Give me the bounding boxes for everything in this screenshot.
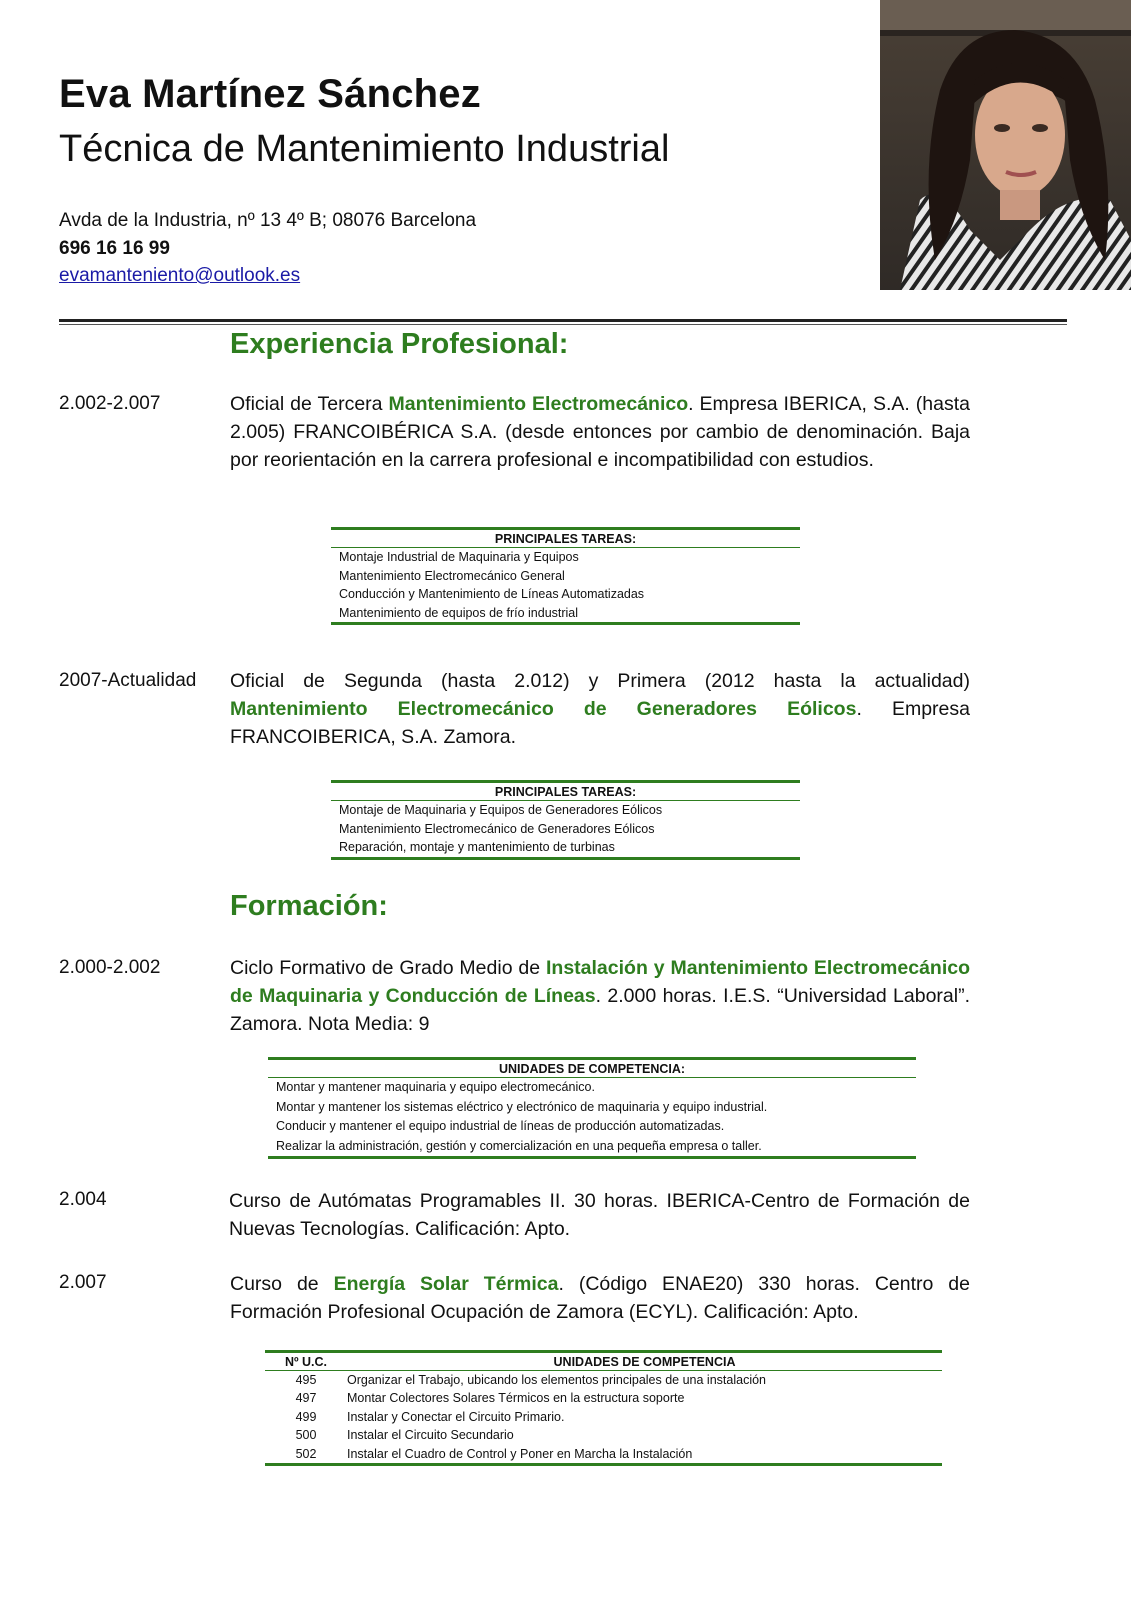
competency-item: Montar y mantener los sistemas eléctrico y electrónico de maquinaria y equipo industrial. [276,1099,768,1114]
table-row [265,1389,942,1407]
education-description-1: Ciclo Formativo de Grado Medio de Instalación y Mantenimiento Electromecánico de Maquinaria y Conducción de Líneas. 2.000 horas. I.E.S. “Universidad Laboral”. Zamora. Nota Media: 9 [230,957,970,1035]
education-description-3: Curso de Energía Solar Térmica. (Código ENAE20) 330 horas. Centro de Formación Profesional Ocupación de Zamora (ECYL). Calificación: Apto. [230,1273,970,1323]
unit-text: Instalar el Circuito Secundario [347,1428,514,1443]
tasks-table-header: PRINCIPALES TAREAS: [331,783,800,801]
col-header-units: UNIDADES DE COMPETENCIA [553,1355,736,1369]
task-item: Mantenimiento de equipos de frío industrial [339,605,579,620]
tasks-table-2 [331,780,800,860]
experience-description-2: Oficial de Segunda (hasta 2.012) y Primera (2012 hasta la actualidad) Mantenimiento Electromecánico de Generadores Eólicos. Empresa FRANCOIBERICA, S.A. Zamora. [230,670,970,748]
experience-date-2: 2007-Actualidad [59,670,197,691]
job-title: Técnica de Mantenimiento Industrial [59,128,670,170]
experience-heading: Experiencia Profesional: [230,328,569,360]
unit-code: 502 [295,1446,317,1461]
unit-text: Instalar y Conectar el Circuito Primario. [347,1409,565,1424]
experience-date-1: 2.002-2.007 [59,393,161,414]
competency-table-1 [268,1057,916,1159]
competency-item: Montar y mantener maquinaria y equipo electromecánico. [276,1080,595,1094]
competency-table-header-row [265,1353,942,1371]
unit-text: Montar Colectores Solares Térmicos en la estructura soporte [347,1391,685,1406]
unit-code: 500 [295,1428,317,1443]
candidate-name: Eva Martínez Sánchez [59,72,481,116]
education-date-2: 2.004 [59,1189,107,1210]
unit-code: 495 [295,1373,317,1387]
table-row [265,1426,942,1444]
experience-description-1: Oficial de Tercera Mantenimiento Electromecánico. Empresa IBERICA, S.A. (hasta 2.005) FRANCOIBÉRICA S.A. (desde entonces por cambio de denominación. Baja por reorientación en la carrera profesional e incompatibilidad con estudios. [230,393,970,471]
education-date-3: 2.007 [59,1272,107,1293]
phone-number: 696 16 16 99 [59,238,170,259]
unit-code: 499 [295,1409,317,1424]
table-row [265,1371,942,1389]
email-link[interactable]: evamanteniento@outlook.es [59,265,301,286]
education-description-2: Curso de Autómatas Programables II. 30 horas. IBERICA-Centro de Formación de Nuevas Tecnologías. Calificación: Apto. [229,1190,970,1240]
unit-code: 497 [295,1391,317,1406]
unit-text: Instalar el Cuadro de Control y Poner en Marcha la Instalación [347,1446,693,1461]
task-item: Reparación, montaje y mantenimiento de turbinas [339,840,615,855]
table-row [265,1408,942,1426]
task-item: Conducción y Mantenimiento de Líneas Automatizadas [339,587,645,602]
unit-text: Organizar el Trabajo, ubicando los elementos principales de una instalación [347,1373,767,1387]
competency-table-header: UNIDADES DE COMPETENCIA: [268,1060,916,1078]
education-date-1: 2.000-2.002 [59,957,161,978]
tasks-table-1 [331,527,800,625]
profile-photo [880,0,1131,290]
header-divider [59,319,1067,322]
task-item: Montaje de Maquinaria y Equipos de Generadores Eólicos [339,803,663,817]
competency-item: Realizar la administración, gestión y comercialización en una pequeña empresa o taller. [276,1138,762,1153]
header-divider-thin [59,324,1067,325]
education-heading: Formación: [230,890,388,922]
competency-item: Conducir y mantener el equipo industrial de líneas de producción automatizadas. [276,1119,725,1134]
competency-table-2 [265,1350,942,1466]
tasks-table-header: PRINCIPALES TAREAS: [331,530,800,548]
task-item: Montaje Industrial de Maquinaria y Equipos [339,550,579,564]
task-item: Mantenimiento Electromecánico de Generadores Eólicos [339,821,655,836]
task-item: Mantenimiento Electromecánico General [339,568,565,583]
address: Avda de la Industria, nº 13 4º B; 08076 Barcelona [59,210,477,231]
col-header-code: Nº U.C. [284,1355,328,1369]
table-row [265,1445,942,1463]
